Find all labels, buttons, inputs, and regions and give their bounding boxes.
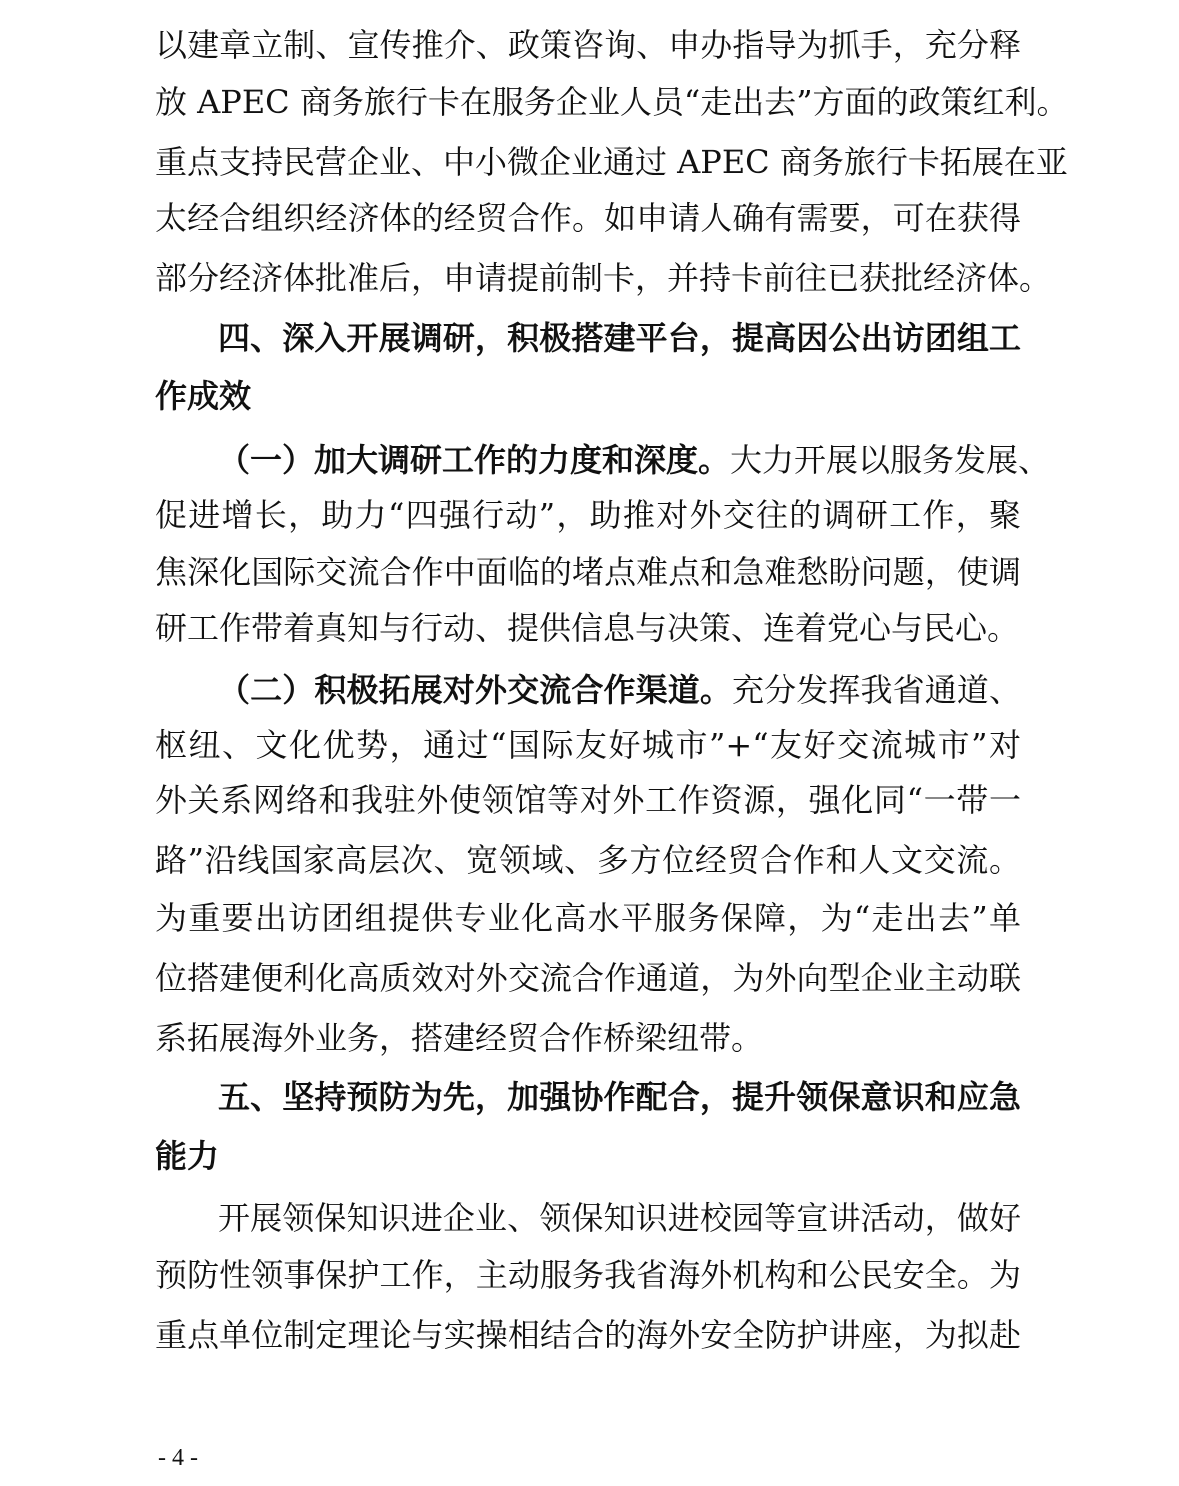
paragraph-line: 为重要出访团组提供专业化高水平服务保障，为“走出去”单 xyxy=(155,899,1021,937)
paragraph-text: 大力开展以服务发展、 xyxy=(730,441,1051,479)
section-heading-line: 五、坚持预防为先，加强协作配合，提升领保意识和应急 xyxy=(218,1078,1021,1116)
paragraph-line: 系拓展海外业务，搭建经贸合作桥梁纽带。 xyxy=(155,1019,764,1057)
paragraph-line: 以建章立制、宣传推介、政策咨询、申办指导为抓手，充分释 xyxy=(155,26,1021,64)
paragraph-line: 路”沿线国家高层次、宽领域、多方位经贸合作和人文交流。 xyxy=(155,841,1021,879)
paragraph-lead-heading: （二）积极拓展对外交流合作渠道。 xyxy=(218,671,732,709)
section-heading-line: 四、深入开展调研，积极搭建平台，提高因公出访团组工 xyxy=(218,319,1021,357)
section-heading-line: 能力 xyxy=(155,1137,220,1175)
paragraph-line xyxy=(218,438,1051,482)
paragraph-lead-heading: （一）加大调研工作的力度和深度。 xyxy=(218,441,731,479)
paragraph-line: 位搭建便利化高质效对外交流合作通道，为外向型企业主动联 xyxy=(155,959,1021,997)
paragraph-line: 焦深化国际交流合作中面临的堵点难点和急难愁盼问题，使调 xyxy=(155,553,1021,591)
paragraph-text: 充分发挥我省通道、 xyxy=(731,671,1021,709)
paragraph-line: 重点支持民营企业、中小微企业通过 APEC 商务旅行卡拓展在亚 xyxy=(155,143,1068,181)
paragraph-line: 研工作带着真知与行动、提供信息与决策、连着党心与民心。 xyxy=(155,609,1020,647)
section-heading-line: 作成效 xyxy=(155,377,252,415)
paragraph-line: 外关系网络和我驻外使领馆等对外工作资源，强化同“一带一 xyxy=(155,781,1021,819)
paragraph-line: 预防性领事保护工作，主动服务我省海外机构和公民安全。为 xyxy=(155,1256,1021,1294)
paragraph-line: 重点单位制定理论与实操相结合的海外安全防护讲座，为拟赴 xyxy=(155,1316,1021,1354)
paragraph-line xyxy=(218,668,1021,712)
paragraph-line: 太经合组织经济体的经贸合作。如申请人确有需要，可在获得 xyxy=(155,199,1021,237)
paragraph-line: 部分经济体批准后，申请提前制卡，并持卡前往已获批经济体。 xyxy=(155,259,1052,297)
paragraph-line: 促进增长，助力“四强行动”，助推对外交往的调研工作，聚 xyxy=(155,496,1021,534)
paragraph-line: 开展领保知识进企业、领保知识进校园等宣讲活动，做好 xyxy=(218,1199,1021,1237)
paragraph-line: 放 APEC 商务旅行卡在服务企业人员“走出去”方面的政策红利。 xyxy=(155,83,1069,121)
page-number: - 4 - xyxy=(158,1445,198,1471)
paragraph-line: 枢纽、文化优势，通过“国际友好城市”+“友好交流城市”对 xyxy=(155,726,1021,764)
